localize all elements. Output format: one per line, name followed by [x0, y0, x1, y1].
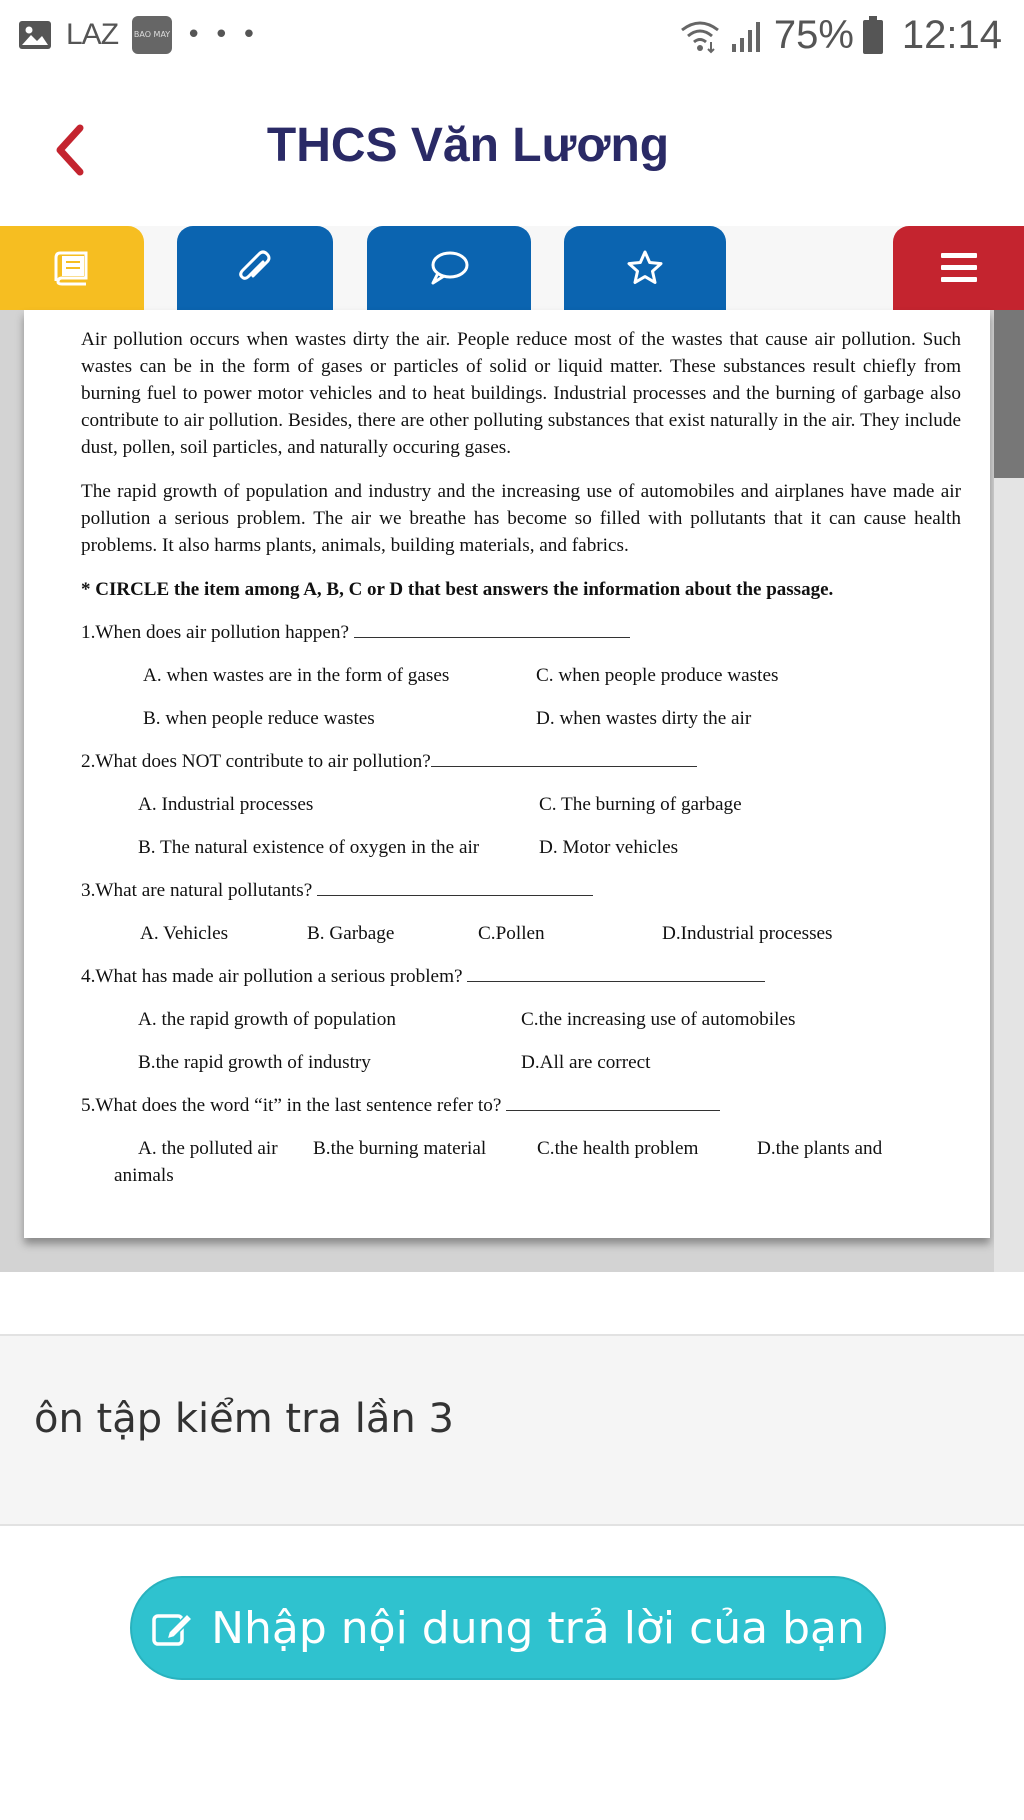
status-bar-left [18, 14, 259, 56]
answer-blank [506, 1092, 720, 1111]
option: D. Motor vehicles [539, 837, 679, 858]
battery-percent: 75% [773, 12, 854, 57]
options-row [81, 1006, 961, 1033]
tab-book[interactable] [0, 226, 144, 310]
tab-menu[interactable] [893, 226, 1024, 310]
tab-attachments[interactable] [177, 226, 333, 310]
options-row [81, 1135, 961, 1189]
laz-notification: LAZ [66, 18, 119, 51]
enter-answer-label: Nhập nội dung trả lời của bạn [211, 1602, 865, 1654]
options-row [81, 791, 961, 818]
page-title: THCS Văn Lương [266, 119, 670, 172]
tab-comments[interactable] [367, 226, 531, 310]
question [81, 748, 961, 775]
wifi-icon [678, 16, 722, 54]
option: C.the health problem [537, 1138, 699, 1159]
question [81, 877, 961, 904]
toolbar [0, 226, 1024, 310]
question [81, 1092, 961, 1119]
option: C.Pollen [478, 923, 545, 944]
post-title: ôn tập kiểm tra lần 3 [34, 1396, 454, 1442]
question-text: 3.What are natural pollutants? [81, 880, 313, 901]
clock: 12:14 [901, 12, 1002, 57]
option: B. The natural existence of oxygen in the air [138, 837, 480, 858]
option: B. when people reduce wastes [143, 708, 375, 729]
option: D.Industrial processes [662, 923, 833, 944]
answer-blank [317, 877, 593, 896]
option: B. Garbage [307, 923, 395, 944]
option-wrap: animals [114, 1165, 174, 1186]
news-app-icon [132, 16, 172, 54]
comment-icon [428, 249, 470, 287]
question [81, 963, 961, 990]
document-viewer[interactable] [0, 310, 1024, 1272]
paperclip-icon [235, 248, 275, 288]
options-row [81, 662, 961, 689]
post-title-section [0, 1334, 1024, 1526]
options-row [81, 705, 961, 732]
tab-favorite[interactable] [564, 226, 726, 310]
status-bar-right [678, 12, 1002, 58]
instruction: * CIRCLE the item among A, B, C or D that best answers the information about the passage. [81, 579, 834, 600]
option: D.All are correct [521, 1052, 651, 1073]
question [81, 619, 961, 646]
answer-blank [467, 963, 765, 982]
news-app-icon-text: BAO MAY [133, 30, 171, 39]
star-icon [625, 248, 665, 288]
option: A. Industrial processes [138, 794, 314, 815]
option: C. when people produce wastes [536, 665, 779, 686]
app-header [0, 100, 1024, 200]
option: B.the burning material [313, 1138, 487, 1159]
edit-icon [151, 1608, 195, 1648]
option: A. the polluted air [138, 1138, 278, 1159]
gallery-icon [18, 20, 52, 50]
viewer-scrollbar[interactable] [994, 310, 1024, 1272]
passage-paragraph-2: The rapid growth of population and industry and the increasing use of automobiles and airplanes have made air pollution a serious problem. The air we breathe has become so filled with pollutants that it can cause health problems. It also harms plants, animals, building materials, and fabrics. [81, 481, 961, 556]
answer-blank [354, 619, 630, 638]
menu-icon [939, 250, 979, 286]
question-text: 5.What does the word “it” in the last sentence refer to? [81, 1095, 502, 1116]
answer-blank [431, 748, 697, 767]
question-text: 1.When does air pollution happen? [81, 622, 350, 643]
scrollbar-thumb[interactable] [994, 310, 1024, 478]
option: A. when wastes are in the form of gases [143, 665, 450, 686]
question-text: 2.What does NOT contribute to air pollution? [81, 751, 431, 772]
option: A. Vehicles [140, 923, 229, 944]
enter-answer-button[interactable] [130, 1576, 886, 1680]
options-row [81, 920, 961, 947]
book-icon [52, 250, 92, 286]
signal-icon [730, 16, 766, 54]
option: B.the rapid growth of industry [138, 1052, 371, 1073]
document-content [81, 326, 961, 1189]
options-row [81, 834, 961, 861]
question-text: 4.What has made air pollution a serious problem? [81, 966, 463, 987]
option: C. The burning of garbage [539, 794, 742, 815]
options-row [81, 1049, 961, 1076]
passage-paragraph-1: Air pollution occurs when wastes dirty the air. People reduce most of the wastes that cause air pollution. Such wastes can be in the form of gases or particles of solid or liquid matter. These substances result chiefly from burning fuel to power motor vehicles and to heat buildings. Industrial processes and the burning of garbage also contribute to air pollution. Besides, there are other polluting substances that exist naturally in the air. They include dust, pollen, soil particles, and naturally occuring gases. [81, 329, 961, 458]
option: A. the rapid growth of population [138, 1009, 396, 1030]
option: D. when wastes dirty the air [536, 708, 752, 729]
spacer [0, 1272, 1024, 1334]
battery-icon [862, 15, 884, 55]
option: D.the plants and [757, 1138, 883, 1159]
more-notifications-icon: • • • [186, 20, 259, 50]
document-page [24, 310, 990, 1238]
status-bar [0, 0, 1024, 70]
option: C.the increasing use of automobiles [521, 1009, 796, 1030]
